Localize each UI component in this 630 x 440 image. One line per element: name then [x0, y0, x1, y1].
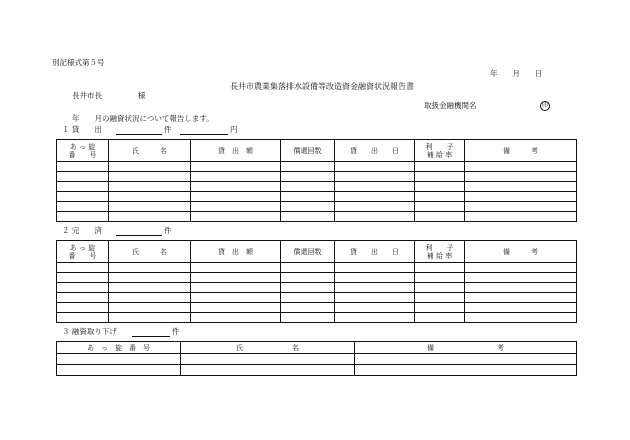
- table-row: [57, 313, 577, 323]
- section3-count-line: [132, 336, 170, 337]
- institution-label: 取扱金融機関名: [424, 101, 477, 110]
- header-cell: 貸 出 額: [191, 241, 281, 263]
- section2-count-line: [116, 235, 162, 236]
- header-cell: 貸 出 額: [191, 140, 281, 162]
- section1-label: １ 貸 出: [62, 125, 102, 134]
- header-cell: 備 考: [355, 342, 577, 354]
- header-cell: 償還回数: [281, 241, 335, 263]
- section2-count-unit: 件: [164, 226, 172, 235]
- table-row: [57, 293, 577, 303]
- table-row: [57, 303, 577, 313]
- section3-table: [56, 341, 577, 376]
- header-cell: 備 考: [465, 140, 577, 162]
- table-row: [57, 273, 577, 283]
- header-cell: 氏 名: [109, 241, 191, 263]
- table-header-row: [57, 342, 577, 354]
- header-cell: 氏 名: [181, 342, 355, 354]
- table-header-row: [57, 140, 577, 162]
- header-cell: あ っ 旋 番 号: [57, 140, 109, 162]
- intro-text: 年 月の融資状況について報告します。: [72, 114, 214, 123]
- seal-mark: 印: [541, 102, 548, 109]
- section1-amount-line: [180, 134, 228, 135]
- table-row: [57, 192, 577, 202]
- table-row: [57, 212, 577, 222]
- header-cell: 備 考: [465, 241, 577, 263]
- section1-amount-unit: 円: [230, 125, 238, 134]
- table-header-row: [57, 241, 577, 263]
- addressee: 長井市長: [72, 91, 102, 100]
- section1-count-line: [116, 134, 162, 135]
- addressee-suffix: 様: [138, 91, 146, 100]
- header-cell: 利 子 補 給 率: [415, 241, 465, 263]
- header-cell: 利 子 補 給 率: [415, 140, 465, 162]
- table-row: [57, 182, 577, 192]
- header-cell: あ っ 旋 番 号: [57, 342, 181, 354]
- header-cell: 償還回数: [281, 140, 335, 162]
- section2-label: ２ 完 済: [62, 226, 102, 235]
- section3-count-unit: 件: [172, 327, 180, 336]
- table-row: [57, 263, 577, 273]
- section1-count-unit: 件: [164, 125, 172, 134]
- table-row: [57, 283, 577, 293]
- header-cell: 氏 名: [109, 140, 191, 162]
- header-cell: 貸 出 日: [335, 140, 415, 162]
- header-cell: 貸 出 日: [335, 241, 415, 263]
- table-row: [57, 202, 577, 212]
- table-row: [57, 354, 577, 365]
- section3-label: ３ 融資取り下げ: [62, 327, 117, 336]
- table-row: [57, 365, 577, 376]
- header-cell: あ っ 旋 番 号: [57, 241, 109, 263]
- section2-table: [56, 240, 577, 323]
- section1-table: [56, 139, 577, 222]
- table-row: [57, 162, 577, 172]
- table-row: [57, 172, 577, 182]
- form-number: 別記様式第５号: [52, 58, 105, 67]
- date-line: 年 月 日: [490, 69, 543, 78]
- page-title: 長井市農業集落排水設備等改造資金融資状況報告書: [230, 82, 414, 91]
